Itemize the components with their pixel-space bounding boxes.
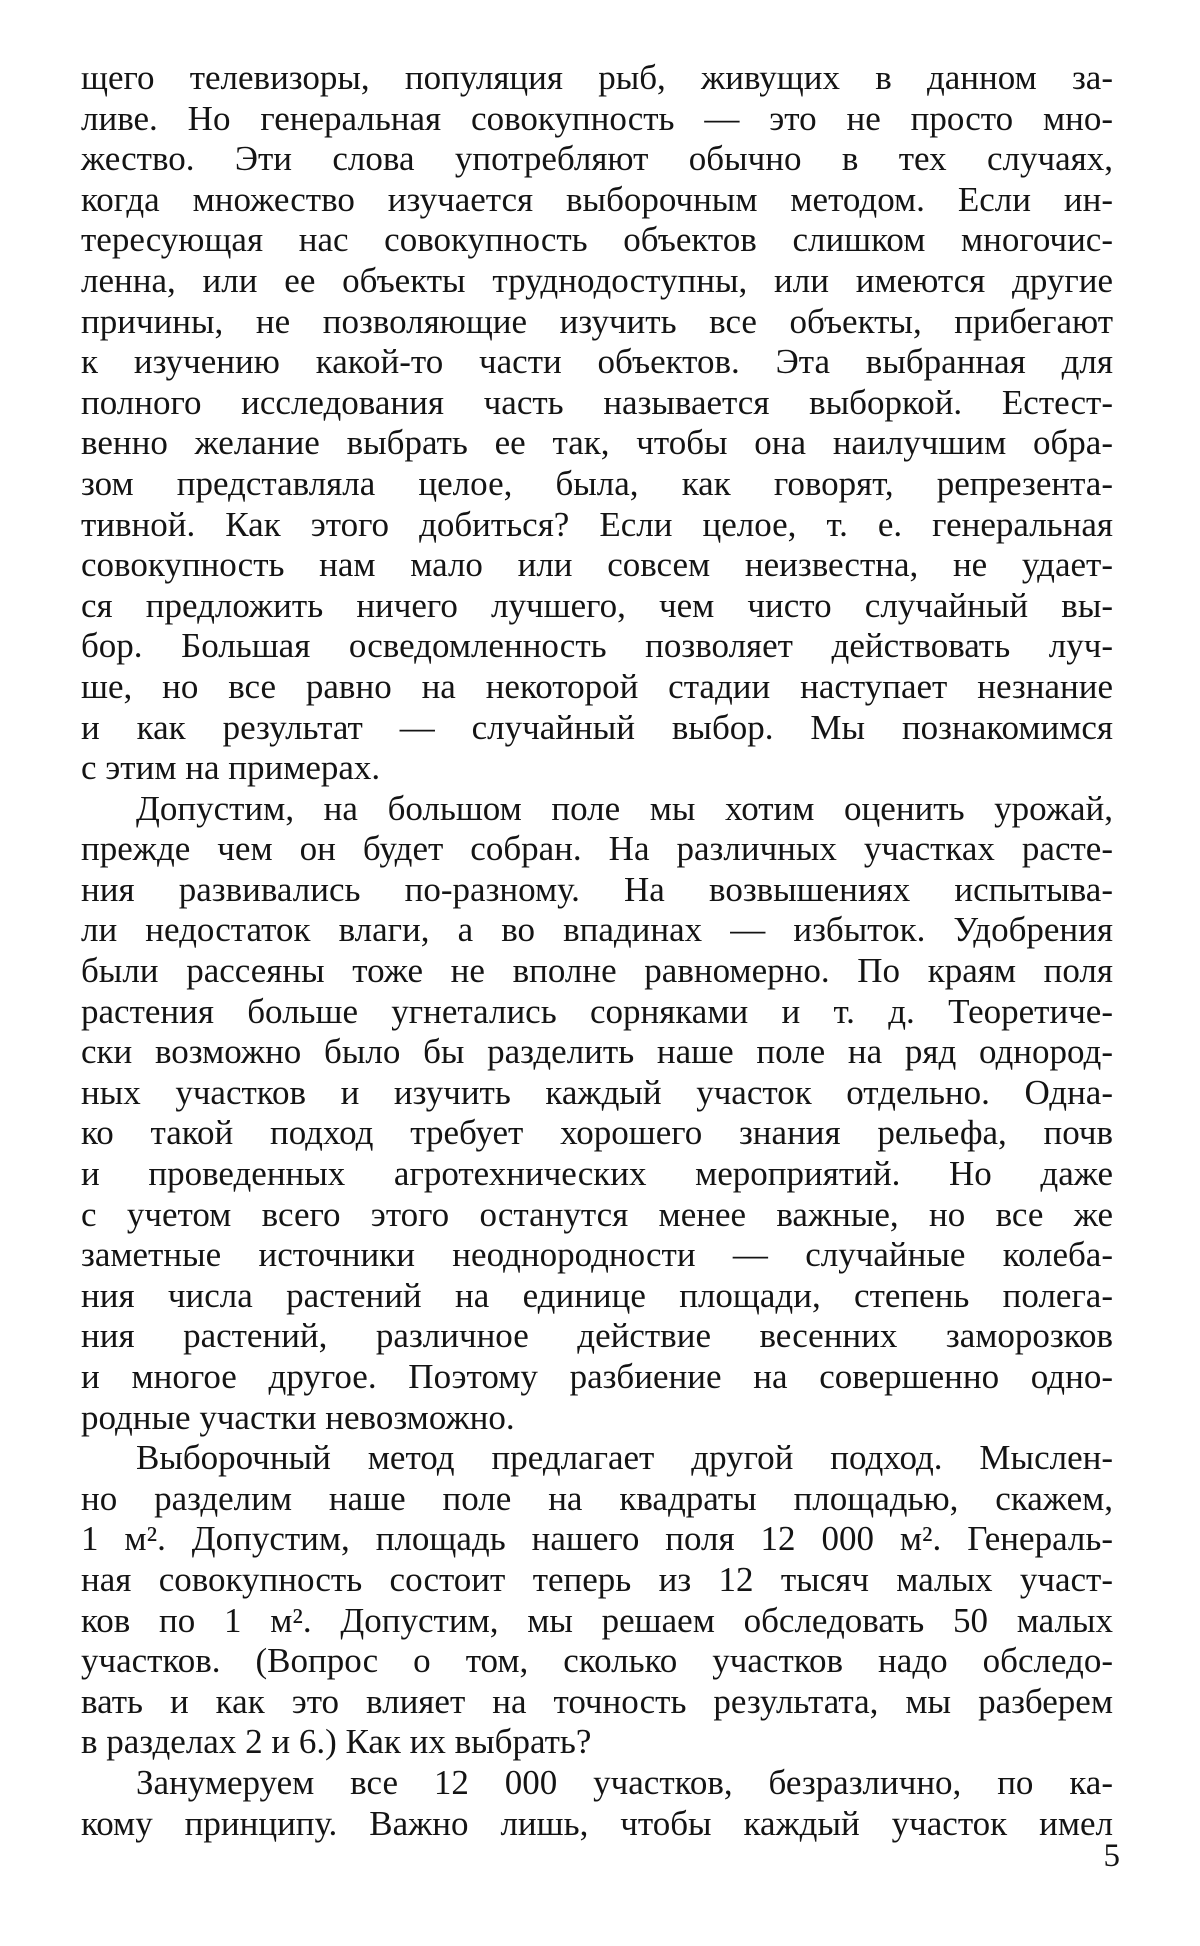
text-line: ше, но все равно на некоторой стадии наступает незнание (81, 666, 1113, 706)
text-line: и многое другое. Поэтому разбиение на совершенно одно- (81, 1357, 1113, 1396)
text-line: ная совокупность состоит теперь из 12 тысяч малых участ- (81, 1559, 1113, 1599)
text-line: и как результат — случайный выбор. Мы познакомимся (81, 707, 1113, 747)
text-line: заметные источники неоднородности — случайные колеба- (81, 1235, 1113, 1275)
text-line: ленна, или ее объекты труднодоступны, или имеются другие (81, 260, 1113, 300)
text-line: ски возможно было бы разделить наше поле на ряд однород- (81, 1032, 1113, 1072)
text-line: венно желание выбрать ее так, чтобы она наилучшим обра- (81, 423, 1113, 463)
paragraph (81, 789, 1113, 1439)
text-line: Допустим, на большом поле мы хотим оценить урожай, (136, 788, 1113, 828)
text-line: ко такой подход требует хорошего знания рельефа, почв (81, 1113, 1113, 1153)
text-line: были рассеяны тоже не вполне равномерно. По краям поля (81, 951, 1113, 991)
text-line: совокупность нам мало или совсем неизвестна, не удает- (81, 545, 1113, 585)
body-text (81, 58, 1113, 1844)
text-line: жество. Эти слова употребляют обычно в тех случаях, (81, 139, 1113, 179)
text-line: Выборочный метод предлагает другой подход. Мыслен- (136, 1438, 1113, 1478)
text-line: в разделах 2 и 6.) Как их выбрать? (81, 1722, 592, 1762)
text-line: щего телевизоры, популяция рыб, живущих в данном за- (81, 58, 1113, 97)
text-line: и проведенных агротехнических мероприятий. Но даже (81, 1154, 1113, 1194)
text-line: но разделим наше поле на квадраты площадью, скажем, (81, 1478, 1113, 1518)
text-line: 1 м². Допустим, площадь нашего поля 12 000 м². Генераль- (81, 1519, 1113, 1559)
text-line: вать и как это влияет на точность результата, мы разберем (81, 1681, 1113, 1721)
text-line: тивной. Как этого добиться? Если целое, т. е. генеральная (81, 504, 1113, 544)
text-line: прежде чем он будет собран. На различных участках расте- (81, 829, 1113, 869)
text-line: с учетом всего этого останутся менее важные, но все же (81, 1194, 1113, 1234)
text-line: ния числа растений на единице площади, степень полега- (81, 1275, 1113, 1315)
text-line: полного исследования часть называется выборкой. Естест- (81, 382, 1113, 422)
text-line: ливе. Но генеральная совокупность — это не просто мно- (81, 98, 1113, 138)
paragraph (81, 58, 1113, 789)
text-line: ков по 1 м². Допустим, мы решаем обследовать 50 малых (81, 1600, 1113, 1640)
text-line: участков. (Вопрос о том, сколько участков надо обследо- (81, 1641, 1113, 1681)
text-line: с этим на примерах. (81, 748, 381, 788)
text-line: когда множество изучается выборочным методом. Если ин- (81, 179, 1113, 219)
text-line: Занумеруем все 12 000 участков, безразлично, по ка- (136, 1762, 1113, 1802)
text-line: ных участков и изучить каждый участок отдельно. Однa- (81, 1072, 1113, 1112)
text-line: ния растений, различное действие весенних заморозков (81, 1316, 1113, 1356)
text-line: ли недостаток влаги, а во впадинах — избыток. Удобрения (81, 910, 1113, 950)
text-line: растения больше угнетались сорняками и т. д. Теоретиче- (81, 991, 1113, 1031)
paragraph (81, 1763, 1113, 1844)
text-line: ся предложить ничего лучшего, чем чисто случайный вы- (81, 585, 1113, 625)
text-line: кому принципу. Важно лишь, чтобы каждый участок имел (81, 1803, 1113, 1843)
page-number: 5 (1103, 1838, 1120, 1874)
text-line: ния развивались по-разному. На возвышениях испытыва- (81, 869, 1113, 909)
text-line: бор. Большая осведомленность позволяет действовать луч- (81, 626, 1113, 666)
text-line: к изучению какой-то части объектов. Эта выбранная для (81, 342, 1113, 382)
text-line: родные участки невозможно. (81, 1397, 515, 1437)
text-line: тересующая нас совокупность объектов слишком многочис- (81, 220, 1113, 260)
paragraph (81, 1438, 1113, 1763)
text-line: причины, не позволяющие изучить все объекты, прибегают (81, 301, 1113, 341)
text-line: зом представляла целое, была, как говорят, репрезента- (81, 463, 1113, 503)
